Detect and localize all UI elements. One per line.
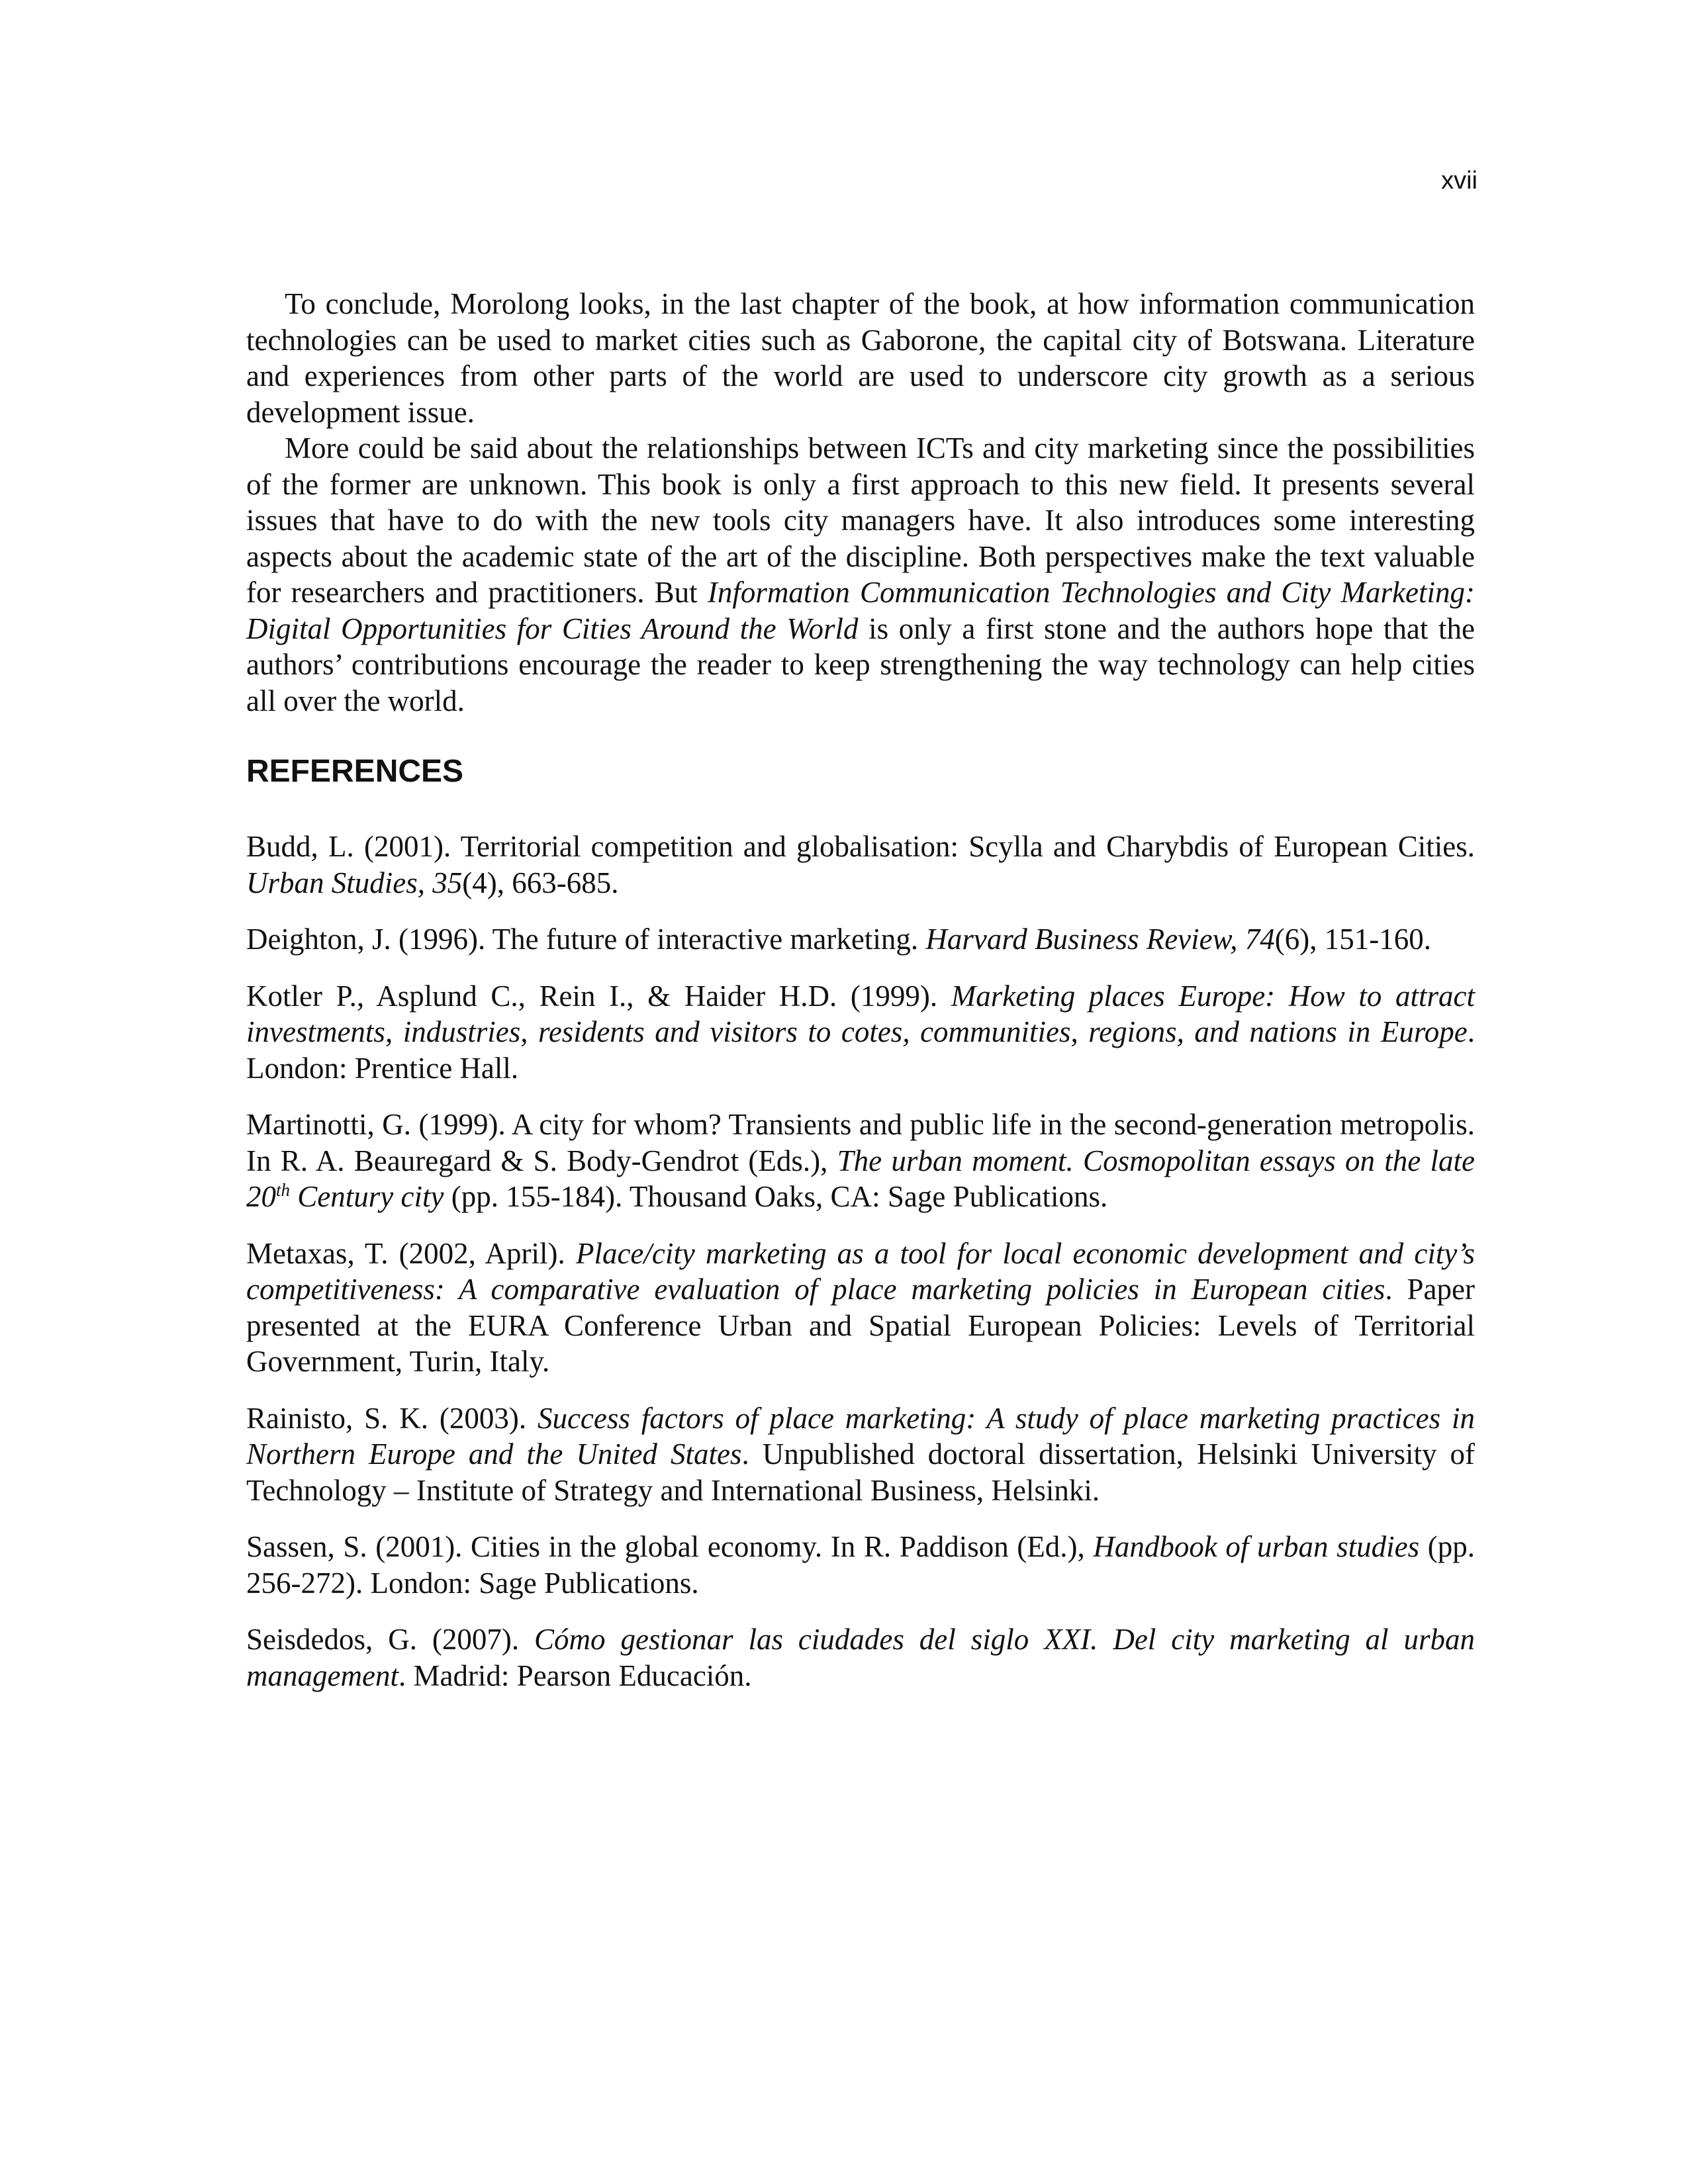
- reference-seisdedos-author: Seisdedos, G. (2007).: [246, 1623, 535, 1656]
- reference-metaxas-venue: . Paper presented at the EURA Conference Urban and Spatial European Policies: Levels of Territorial Government, Turin, Italy.: [246, 1273, 1475, 1378]
- reference-rainisto: [246, 1400, 1475, 1509]
- reference-rainisto-venue: . Unpublished doctoral dissertation, Helsinki University of Technology – Institute of Strategy and International Business, Helsinki.: [246, 1437, 1475, 1507]
- reference-seisdedos-title: Cómo gestionar las ciudades del siglo XXI. Del city marketing al urban management: [246, 1623, 1476, 1692]
- reference-sassen-author: Sassen, S. (2001). Cities in the global economy. In R. Paddison (Ed.),: [246, 1530, 1094, 1563]
- reference-deighton-author: Deighton, J. (1996). The future of interactive marketing.: [246, 923, 926, 956]
- reference-budd-author: Budd, L. (2001). Territorial competition and globalisation: Scylla and Charybdis of European Cities.: [246, 830, 1475, 863]
- reference-kotler: [246, 978, 1475, 1087]
- reference-martinotti-title-end: Century city: [290, 1180, 444, 1213]
- reference-list: [246, 829, 1475, 1714]
- reference-rainisto-title: Success factors of place marketing: A study of place marketing practices in Northern Europe and the United States: [246, 1401, 1475, 1471]
- paragraph-outlook: [246, 430, 1475, 719]
- reference-martinotti-title-main: The urban moment. Cosmopolitan essays on the late 20: [246, 1144, 1476, 1213]
- reference-martinotti: [246, 1107, 1475, 1215]
- body-text: [246, 286, 1475, 719]
- reference-metaxas-title: Place/city marketing as a tool for local economic development and city’s competitiveness: A comparative evaluation of place marketing policies in European cities: [246, 1236, 1475, 1306]
- reference-martinotti-publisher: (pp. 155-184). Thousand Oaks, CA: Sage Publications.: [444, 1180, 1108, 1213]
- reference-deighton: [246, 921, 1475, 958]
- reference-sassen: [246, 1529, 1475, 1601]
- reference-kotler-title: Marketing places Europe: How to attract investments, industries, residents and visitors to cotes, communities, regions, and nations in Europe: [246, 979, 1475, 1048]
- paragraph-outlook-text: More could be said about the relationships between ICTs and city marketing since the possibilities of the former are unknown. This book is only a first approach to this new field. It presents several issues that have to do with the new tools city managers have. It also introduces some interesting aspects about the academic state of the art of the discipline. Both perspectives make the text valuable for researchers and practitioners. But: [246, 432, 1475, 609]
- paragraph-outlook-text-end: is only a first stone and the authors hope that the authors’ contributions encourage the reader to keep strengthening the way technology can help cities all over the world.: [246, 612, 1475, 717]
- reference-metaxas: [246, 1236, 1475, 1380]
- reference-budd: [246, 829, 1475, 901]
- page-number: xvii: [1441, 167, 1477, 195]
- references-heading: REFERENCES: [246, 754, 464, 789]
- reference-budd-journal: Urban Studies, 35: [246, 866, 463, 899]
- paragraph-conclusion-text: To conclude, Morolong looks, in the last chapter of the book, at how information communication technologies can be used to market cities such as Gaborone, the capital city of Botswana. Literature and experiences from other parts of the world are used to underscore city growth as a serious development issue.: [246, 287, 1475, 429]
- reference-rainisto-author: Rainisto, S. K. (2003).: [246, 1401, 538, 1435]
- paragraph-conclusion: [246, 286, 1475, 430]
- reference-deighton-journal: Harvard Business Review, 74: [925, 923, 1275, 956]
- reference-budd-pages: (4), 663-685.: [462, 866, 619, 899]
- reference-kotler-publisher: . London: Prentice Hall.: [246, 1015, 1475, 1085]
- reference-sassen-publisher: (pp. 256-272). London: Sage Publications.: [246, 1530, 1475, 1600]
- reference-martinotti-superscript: th: [276, 1180, 291, 1200]
- reference-martinotti-author: Martinotti, G. (1999). A city for whom? Transients and public life in the second-generation metropolis. In R. A. Beauregard & S. Body-Gendrot (Eds.),: [246, 1108, 1475, 1177]
- reference-seisdedos-publisher: . Madrid: Pearson Educación.: [398, 1659, 752, 1692]
- reference-kotler-author: Kotler P., Asplund C., Rein I., & Haider H.D. (1999).: [246, 979, 951, 1013]
- reference-deighton-pages: (6), 151-160.: [1274, 923, 1432, 956]
- reference-seisdedos: [246, 1621, 1475, 1694]
- reference-metaxas-author: Metaxas, T. (2002, April).: [246, 1236, 576, 1270]
- reference-sassen-title: Handbook of urban studies: [1093, 1530, 1420, 1563]
- book-title: Information Communication Technologies and City Marketing: Digital Opportunities for Cities Around the World: [246, 576, 1475, 645]
